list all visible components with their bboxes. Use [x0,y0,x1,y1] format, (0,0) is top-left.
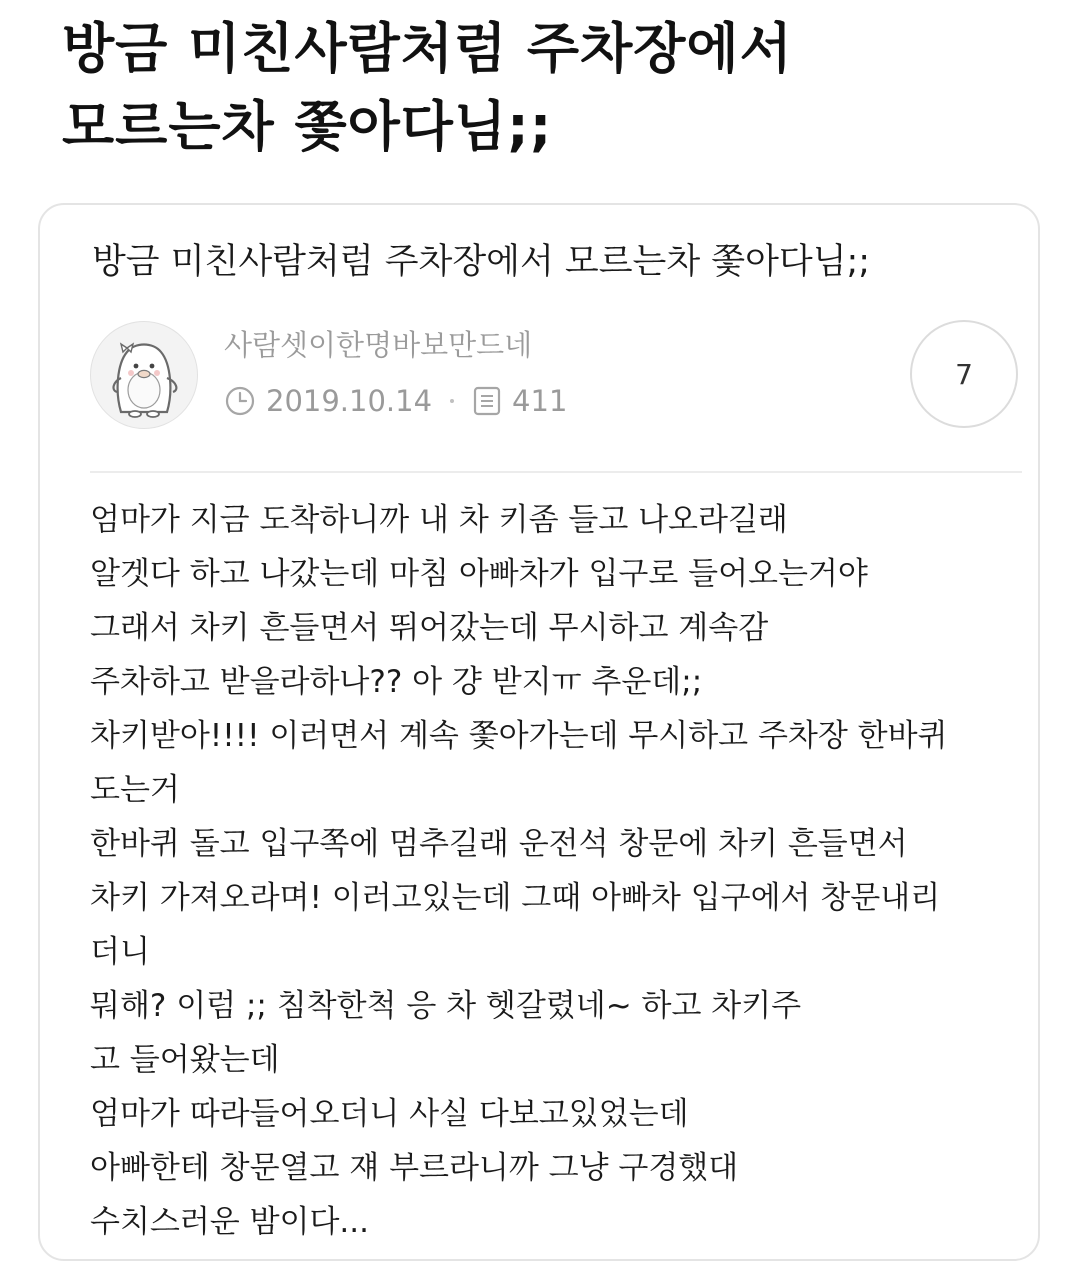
body-line: 차키 가져오라며! 이러고있는데 그때 아빠차 입구에서 창문내리 [90,880,941,916]
body-line: 더니 [90,934,150,970]
body-line: 한바퀴 돌고 입구쪽에 멈추길래 운전석 창문에 차키 흔들면서 [90,826,908,862]
body-line: 그래서 차키 흔들면서 뛰어갔는데 무시하고 계속감 [90,610,769,646]
body-line: 엄마가 따라들어오더니 사실 다보고있었는데 [90,1096,689,1132]
headline-line-2: 모르는차 쫓아다님;; [62,95,553,158]
post-date: 2019.10.14 [266,384,433,418]
post-body [90,493,1030,1249]
body-line: 도는거 [90,772,180,808]
body-line: 아빠한테 창문열고 쟤 부르라니까 그냥 구경했대 [90,1150,739,1186]
view-count: 411 [512,384,568,418]
comment-count: 7 [955,357,973,391]
penguin-avatar-icon[interactable] [90,321,198,429]
author-name[interactable]: 사람셋이한명바보만드네 [224,328,533,362]
post-card [38,203,1040,1261]
body-line: 알겟다 하고 나갔는데 마침 아빠차가 입구로 들어오는거야 [90,556,868,592]
post-meta [224,381,567,421]
body-line: 차키받아!!!! 이러면서 계속 쫓아가는데 무시하고 주차장 한바퀴 [90,718,948,754]
body-line: 수치스러운 밤이다... [90,1204,369,1240]
post-title: 방금 미친사람처럼 주차장에서 모르는차 쫓아다님;; [92,242,871,282]
clock-icon [224,385,256,417]
body-line: 고 들어왔는데 [90,1042,280,1078]
body-line: 주차하고 받을라하나?? 아 걍 받지ㅠ 추운데;; [90,664,703,700]
headline [62,10,1022,166]
meta-separator [450,399,454,403]
header-divider [90,471,1022,473]
body-line: 뭐해? 이럼 ;; 침착한척 응 차 헷갈렸네~ 하고 차키주 [90,988,802,1024]
headline-line-1: 방금 미친사람처럼 주차장에서 [62,17,793,80]
document-icon [472,385,502,417]
comment-count-button[interactable] [910,320,1018,428]
body-line: 엄마가 지금 도착하니까 내 차 키좀 들고 나오라길래 [90,502,788,538]
